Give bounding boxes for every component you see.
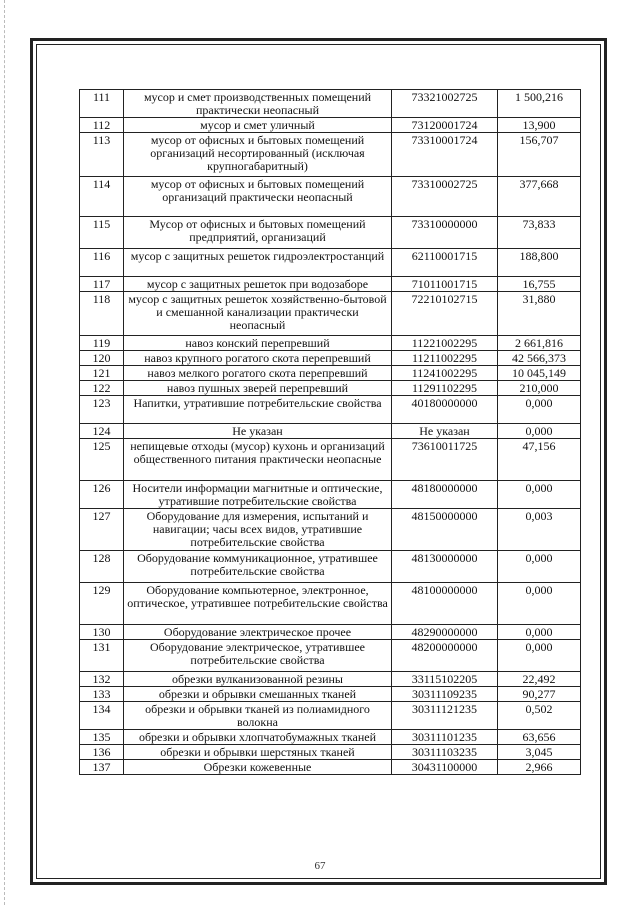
waste-amount: 0,000 — [498, 625, 581, 640]
waste-amount: 63,656 — [498, 730, 581, 745]
waste-code: 73321002725 — [392, 90, 498, 118]
table-row — [80, 687, 581, 702]
waste-table-body — [80, 90, 581, 775]
waste-amount: 0,000 — [498, 640, 581, 672]
row-number: 112 — [80, 118, 124, 133]
waste-code: 30311101235 — [392, 730, 498, 745]
waste-code: 48100000000 — [392, 583, 498, 625]
waste-amount: 16,755 — [498, 277, 581, 292]
waste-amount: 47,156 — [498, 439, 581, 481]
waste-name: навоз крупного рогатого скота перепревший — [124, 351, 392, 366]
waste-code: 48150000000 — [392, 509, 498, 551]
row-number: 125 — [80, 439, 124, 481]
waste-code: 33115102205 — [392, 672, 498, 687]
waste-name: Мусор от офисных и бытовых помещений предприятий, организаций — [124, 217, 392, 249]
waste-code: 62110001715 — [392, 249, 498, 277]
waste-name: Не указан — [124, 424, 392, 439]
waste-code: 30311109235 — [392, 687, 498, 702]
table-row — [80, 118, 581, 133]
waste-name: Оборудование для измерения, испытаний и навигации; часы всех видов, утратившие потребительские свойства — [124, 509, 392, 551]
waste-amount: 90,277 — [498, 687, 581, 702]
table-row — [80, 177, 581, 217]
waste-code: 11221002295 — [392, 336, 498, 351]
waste-table — [79, 89, 581, 775]
row-number: 135 — [80, 730, 124, 745]
waste-name: мусор с защитных решеток при водозаборе — [124, 277, 392, 292]
table-row — [80, 424, 581, 439]
row-number: 136 — [80, 745, 124, 760]
waste-amount: 210,000 — [498, 381, 581, 396]
table-row — [80, 583, 581, 625]
waste-name: мусор с защитных решеток гидроэлектростанций — [124, 249, 392, 277]
waste-amount: 42 566,373 — [498, 351, 581, 366]
table-row — [80, 702, 581, 730]
waste-name: обрезки и обрывки хлопчатобумажных тканей — [124, 730, 392, 745]
waste-code: 30311121235 — [392, 702, 498, 730]
row-number: 133 — [80, 687, 124, 702]
table-row — [80, 366, 581, 381]
left-margin-line — [4, 0, 5, 905]
waste-amount: 0,000 — [498, 551, 581, 583]
table-row — [80, 439, 581, 481]
table-row — [80, 730, 581, 745]
waste-amount: 0,000 — [498, 583, 581, 625]
waste-amount: 2 661,816 — [498, 336, 581, 351]
waste-amount: 0,003 — [498, 509, 581, 551]
row-number: 122 — [80, 381, 124, 396]
row-number: 132 — [80, 672, 124, 687]
waste-code: 11211002295 — [392, 351, 498, 366]
row-number: 120 — [80, 351, 124, 366]
waste-amount: 0,000 — [498, 424, 581, 439]
table-row — [80, 292, 581, 336]
row-number: 115 — [80, 217, 124, 249]
table-row — [80, 551, 581, 583]
table-row — [80, 217, 581, 249]
row-number: 117 — [80, 277, 124, 292]
waste-amount: 2,966 — [498, 760, 581, 775]
waste-code: 48130000000 — [392, 551, 498, 583]
row-number: 134 — [80, 702, 124, 730]
page-number: 67 — [314, 860, 326, 872]
row-number: 114 — [80, 177, 124, 217]
row-number: 126 — [80, 481, 124, 509]
table-row — [80, 625, 581, 640]
waste-amount: 22,492 — [498, 672, 581, 687]
row-number: 124 — [80, 424, 124, 439]
row-number: 128 — [80, 551, 124, 583]
table-row — [80, 351, 581, 366]
waste-amount: 0,502 — [498, 702, 581, 730]
waste-amount: 13,900 — [498, 118, 581, 133]
waste-amount: 73,833 — [498, 217, 581, 249]
waste-code: 72210102715 — [392, 292, 498, 336]
table-row — [80, 745, 581, 760]
row-number: 121 — [80, 366, 124, 381]
table-row — [80, 381, 581, 396]
waste-name: обрезки и обрывки шерстяных тканей — [124, 745, 392, 760]
row-number: 129 — [80, 583, 124, 625]
waste-code: 11241002295 — [392, 366, 498, 381]
row-number: 130 — [80, 625, 124, 640]
waste-name: Оборудование электрическое, утратившее потребительские свойства — [124, 640, 392, 672]
waste-name: Напитки, утратившие потребительские свойства — [124, 396, 392, 424]
waste-name: мусор от офисных и бытовых помещений организаций практически неопасный — [124, 177, 392, 217]
waste-name: непищевые отходы (мусор) кухонь и организаций общественного питания практически неопасные — [124, 439, 392, 481]
waste-name: обрезки и обрывки смешанных тканей — [124, 687, 392, 702]
waste-code: 73120001724 — [392, 118, 498, 133]
table-row — [80, 640, 581, 672]
waste-name: мусор с защитных решеток хозяйственно-бытовой и смешанной канализации практически неопасный — [124, 292, 392, 336]
waste-code: 73310002725 — [392, 177, 498, 217]
waste-name: Оборудование коммуникационное, утратившее потребительские свойства — [124, 551, 392, 583]
waste-code: 73310001724 — [392, 133, 498, 177]
waste-name: навоз мелкого рогатого скота перепревший — [124, 366, 392, 381]
waste-amount: 10 045,149 — [498, 366, 581, 381]
table-row — [80, 277, 581, 292]
row-number: 123 — [80, 396, 124, 424]
row-number: 118 — [80, 292, 124, 336]
waste-code: Не указан — [392, 424, 498, 439]
row-number: 131 — [80, 640, 124, 672]
waste-name: Оборудование компьютерное, электронное, оптическое, утратившее потребительские свойства — [124, 583, 392, 625]
waste-amount: 377,668 — [498, 177, 581, 217]
waste-name: навоз конский перепревший — [124, 336, 392, 351]
table-row — [80, 249, 581, 277]
waste-amount: 3,045 — [498, 745, 581, 760]
row-number: 119 — [80, 336, 124, 351]
waste-amount: 0,000 — [498, 481, 581, 509]
waste-name: мусор от офисных и бытовых помещений организаций несортированный (исключая крупногабаритный) — [124, 133, 392, 177]
waste-code: 30311103235 — [392, 745, 498, 760]
waste-name: Носители информации магнитные и оптические, утратившие потребительские свойства — [124, 481, 392, 509]
waste-name: Обрезки кожевенные — [124, 760, 392, 775]
row-number: 137 — [80, 760, 124, 775]
row-number: 116 — [80, 249, 124, 277]
waste-code: 71011001715 — [392, 277, 498, 292]
waste-amount: 31,880 — [498, 292, 581, 336]
waste-amount: 1 500,216 — [498, 90, 581, 118]
row-number: 113 — [80, 133, 124, 177]
waste-name: мусор и смет уличный — [124, 118, 392, 133]
row-number: 111 — [80, 90, 124, 118]
table-row — [80, 481, 581, 509]
waste-code: 73610011725 — [392, 439, 498, 481]
waste-name: обрезки вулканизованной резины — [124, 672, 392, 687]
waste-amount: 188,800 — [498, 249, 581, 277]
waste-name: Оборудование электрическое прочее — [124, 625, 392, 640]
table-row — [80, 90, 581, 118]
waste-code: 48290000000 — [392, 625, 498, 640]
waste-name: навоз пушных зверей перепревший — [124, 381, 392, 396]
waste-code: 73310000000 — [392, 217, 498, 249]
waste-code: 40180000000 — [392, 396, 498, 424]
table-row — [80, 672, 581, 687]
table-row — [80, 760, 581, 775]
waste-amount: 156,707 — [498, 133, 581, 177]
waste-code: 48180000000 — [392, 481, 498, 509]
table-row — [80, 133, 581, 177]
waste-name: мусор и смет производственных помещений практически неопасный — [124, 90, 392, 118]
waste-name: обрезки и обрывки тканей из полиамидного волокна — [124, 702, 392, 730]
waste-amount: 0,000 — [498, 396, 581, 424]
waste-code: 30431100000 — [392, 760, 498, 775]
row-number: 127 — [80, 509, 124, 551]
waste-code: 11291102295 — [392, 381, 498, 396]
table-row — [80, 396, 581, 424]
table-row — [80, 336, 581, 351]
waste-code: 48200000000 — [392, 640, 498, 672]
table-row — [80, 509, 581, 551]
